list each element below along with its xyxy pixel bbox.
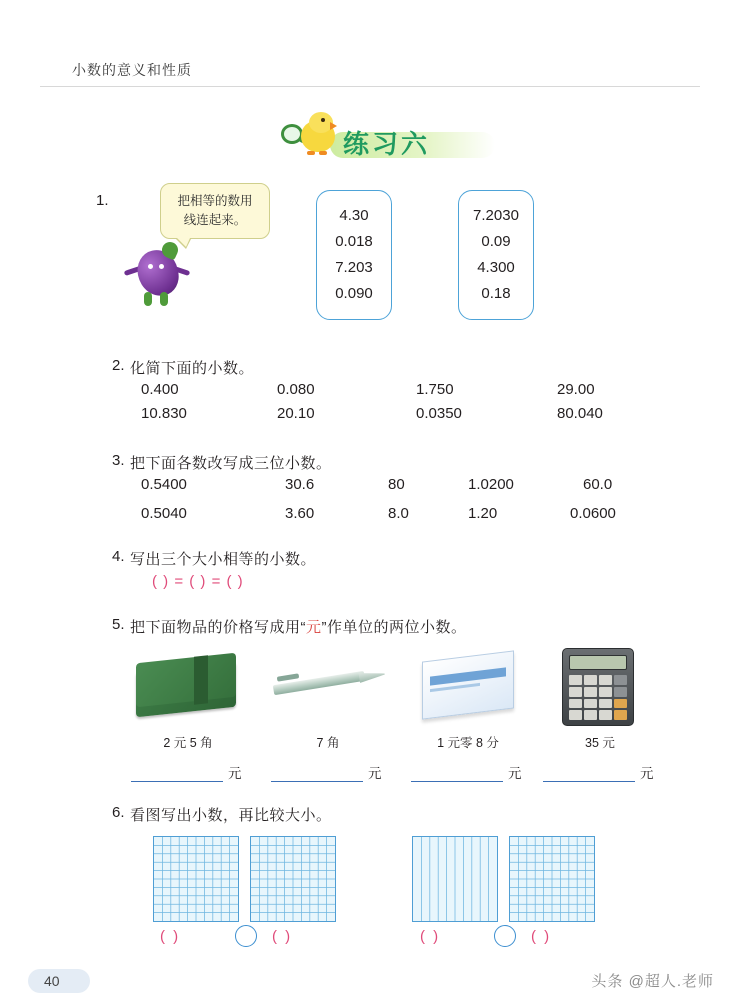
speech-bubble-q1: [160, 183, 270, 239]
q6-answer-blank[interactable]: ( ): [160, 928, 181, 945]
q6-answer-blank[interactable]: ( ): [420, 928, 441, 945]
question-3-number: 3.: [112, 452, 125, 469]
q1-right-number-box: [458, 190, 534, 320]
grid-diagram-2a: [412, 836, 498, 922]
question-5-text: 把下面物品的价格写成用“元”作单位的两位小数。: [130, 619, 467, 636]
q4-answer-blanks[interactable]: ( ) = ( ) = ( ): [152, 573, 244, 590]
q6-answer-blank[interactable]: ( ): [272, 928, 293, 945]
q1-right-value[interactable]: 7.2030: [473, 207, 519, 224]
q2-value: 1.750: [416, 381, 454, 398]
q2-value: 10.830: [141, 405, 187, 422]
page-title: 练习六: [343, 130, 431, 160]
question-1-number: 1.: [96, 192, 109, 209]
unit-label: 元: [368, 766, 382, 781]
chapter-header: 小数的意义和性质: [72, 62, 192, 78]
question-4-number: 4.: [112, 548, 125, 565]
item-caption: 35 元: [585, 736, 615, 750]
q2-value: 20.10: [277, 405, 315, 422]
item-caption: 7 角: [316, 736, 340, 750]
green-notebook-icon: [136, 656, 240, 718]
eggplant-mascot-icon: [126, 234, 196, 308]
blue-exercise-book-icon: [422, 656, 518, 722]
q3-value: 80: [388, 476, 405, 493]
grid-lines-icon: [251, 837, 335, 921]
q2-value: 0.080: [277, 381, 315, 398]
q1-left-value[interactable]: 0.090: [335, 285, 373, 302]
q3-value: 30.6: [285, 476, 315, 493]
page-number: 40: [44, 973, 60, 989]
item-caption: 1 元零 8 分: [437, 736, 499, 750]
item-caption: 2 元 5 角: [163, 736, 213, 750]
watermark: 头条 @超人.老师: [591, 973, 714, 990]
grid-lines-icon: [510, 837, 594, 921]
q6-compare-circle[interactable]: [494, 925, 516, 947]
q1-left-value[interactable]: 4.30: [339, 207, 369, 224]
q3-value: 0.0600: [570, 505, 616, 522]
q1-right-value[interactable]: 0.18: [481, 285, 511, 302]
unit-label: 元: [508, 766, 522, 781]
question-5-number: 5.: [112, 616, 125, 633]
q1-left-value[interactable]: 7.203: [335, 259, 373, 276]
q3-value: 0.5400: [141, 476, 187, 493]
exercise-title: [275, 112, 495, 164]
grid-diagram-1a: [153, 836, 239, 922]
bubble-line-1: 把相等的数用: [177, 194, 253, 208]
calculator-icon: [562, 648, 638, 728]
chick-with-racket-icon: [281, 112, 347, 160]
q1-left-number-box: [316, 190, 392, 320]
answer-blank[interactable]: [271, 768, 363, 782]
q2-value: 29.00: [557, 381, 595, 398]
grid-diagram-2b: [509, 836, 595, 922]
q3-value: 1.0200: [468, 476, 514, 493]
q2-value: 0.400: [141, 381, 179, 398]
question-6-number: 6.: [112, 804, 125, 821]
q6-compare-circle[interactable]: [235, 925, 257, 947]
answer-blank[interactable]: [411, 768, 503, 782]
answer-blank[interactable]: [543, 768, 635, 782]
q3-value: 0.5040: [141, 505, 187, 522]
q3-value: 1.20: [468, 505, 498, 522]
vertical-strips-icon: [413, 837, 497, 921]
q1-right-value[interactable]: 4.300: [477, 259, 515, 276]
q3-value: 60.0: [583, 476, 613, 493]
unit-label: 元: [228, 766, 242, 781]
question-6-text: 看图写出小数，再比较大小。: [130, 807, 332, 824]
bubble-line-2: 线连起来。: [183, 213, 247, 227]
question-4-text: 写出三个大小相等的小数。: [130, 551, 317, 568]
answer-blank[interactable]: [131, 768, 223, 782]
question-2-number: 2.: [112, 357, 125, 374]
q1-right-value[interactable]: 0.09: [481, 233, 511, 250]
unit-label: 元: [640, 766, 654, 781]
q3-value: 3.60: [285, 505, 315, 522]
q2-value: 80.040: [557, 405, 603, 422]
pen-icon: [273, 668, 385, 698]
header-divider: [40, 86, 700, 87]
question-3-text: 把下面各数改写成三位小数。: [130, 455, 332, 472]
question-2-text: 化简下面的小数。: [130, 360, 255, 377]
q2-value: 0.0350: [416, 405, 462, 422]
q1-left-value[interactable]: 0.018: [335, 233, 373, 250]
q6-answer-blank[interactable]: ( ): [531, 928, 552, 945]
q3-value: 8.0: [388, 505, 409, 522]
grid-lines-icon: [154, 837, 238, 921]
grid-diagram-1b: [250, 836, 336, 922]
